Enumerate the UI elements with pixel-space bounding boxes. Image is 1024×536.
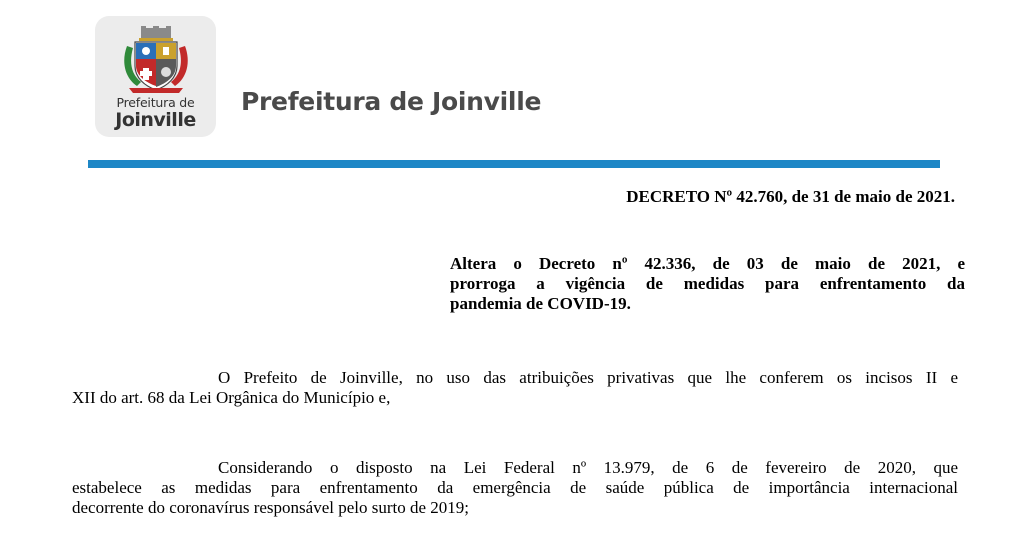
summary-line: pandemia de COVID-19. xyxy=(450,294,631,313)
logo-text-line1: Prefeitura de xyxy=(116,95,195,110)
decree-title: DECRETO Nº 42.760, de 31 de maio de 2021. xyxy=(626,187,955,206)
paragraph-line: estabelece as medidas para enfrentamento da emergência de saúde pública de importância internacional xyxy=(72,478,958,497)
page-header-title: Prefeitura de Joinville xyxy=(241,87,542,116)
considering-paragraph xyxy=(72,458,958,518)
preamble-paragraph xyxy=(72,368,958,408)
summary-line: prorroga a vigência de medidas para enfrentamento da xyxy=(450,274,965,293)
header-divider xyxy=(88,160,940,168)
city-logo xyxy=(95,16,216,137)
paragraph-line: decorrente do coronavírus responsável pelo surto de 2019; xyxy=(72,498,470,517)
paragraph-line: XII do art. 68 da Lei Orgânica do Município e, xyxy=(72,388,391,407)
paragraph-line: O Prefeito de Joinville, no uso das atribuições privativas que lhe conferem os incisos II e xyxy=(218,368,958,387)
paragraph-line: Considerando o disposto na Lei Federal nº 13.979, de 6 de fevereiro de 2020, que xyxy=(218,458,958,477)
summary-line: Altera o Decreto nº 42.336, de 03 de maio de 2021, e xyxy=(450,254,965,273)
decree-summary xyxy=(450,254,965,314)
coat-of-arms-icon xyxy=(121,26,191,94)
logo-text-line2: Joinville xyxy=(115,109,196,131)
